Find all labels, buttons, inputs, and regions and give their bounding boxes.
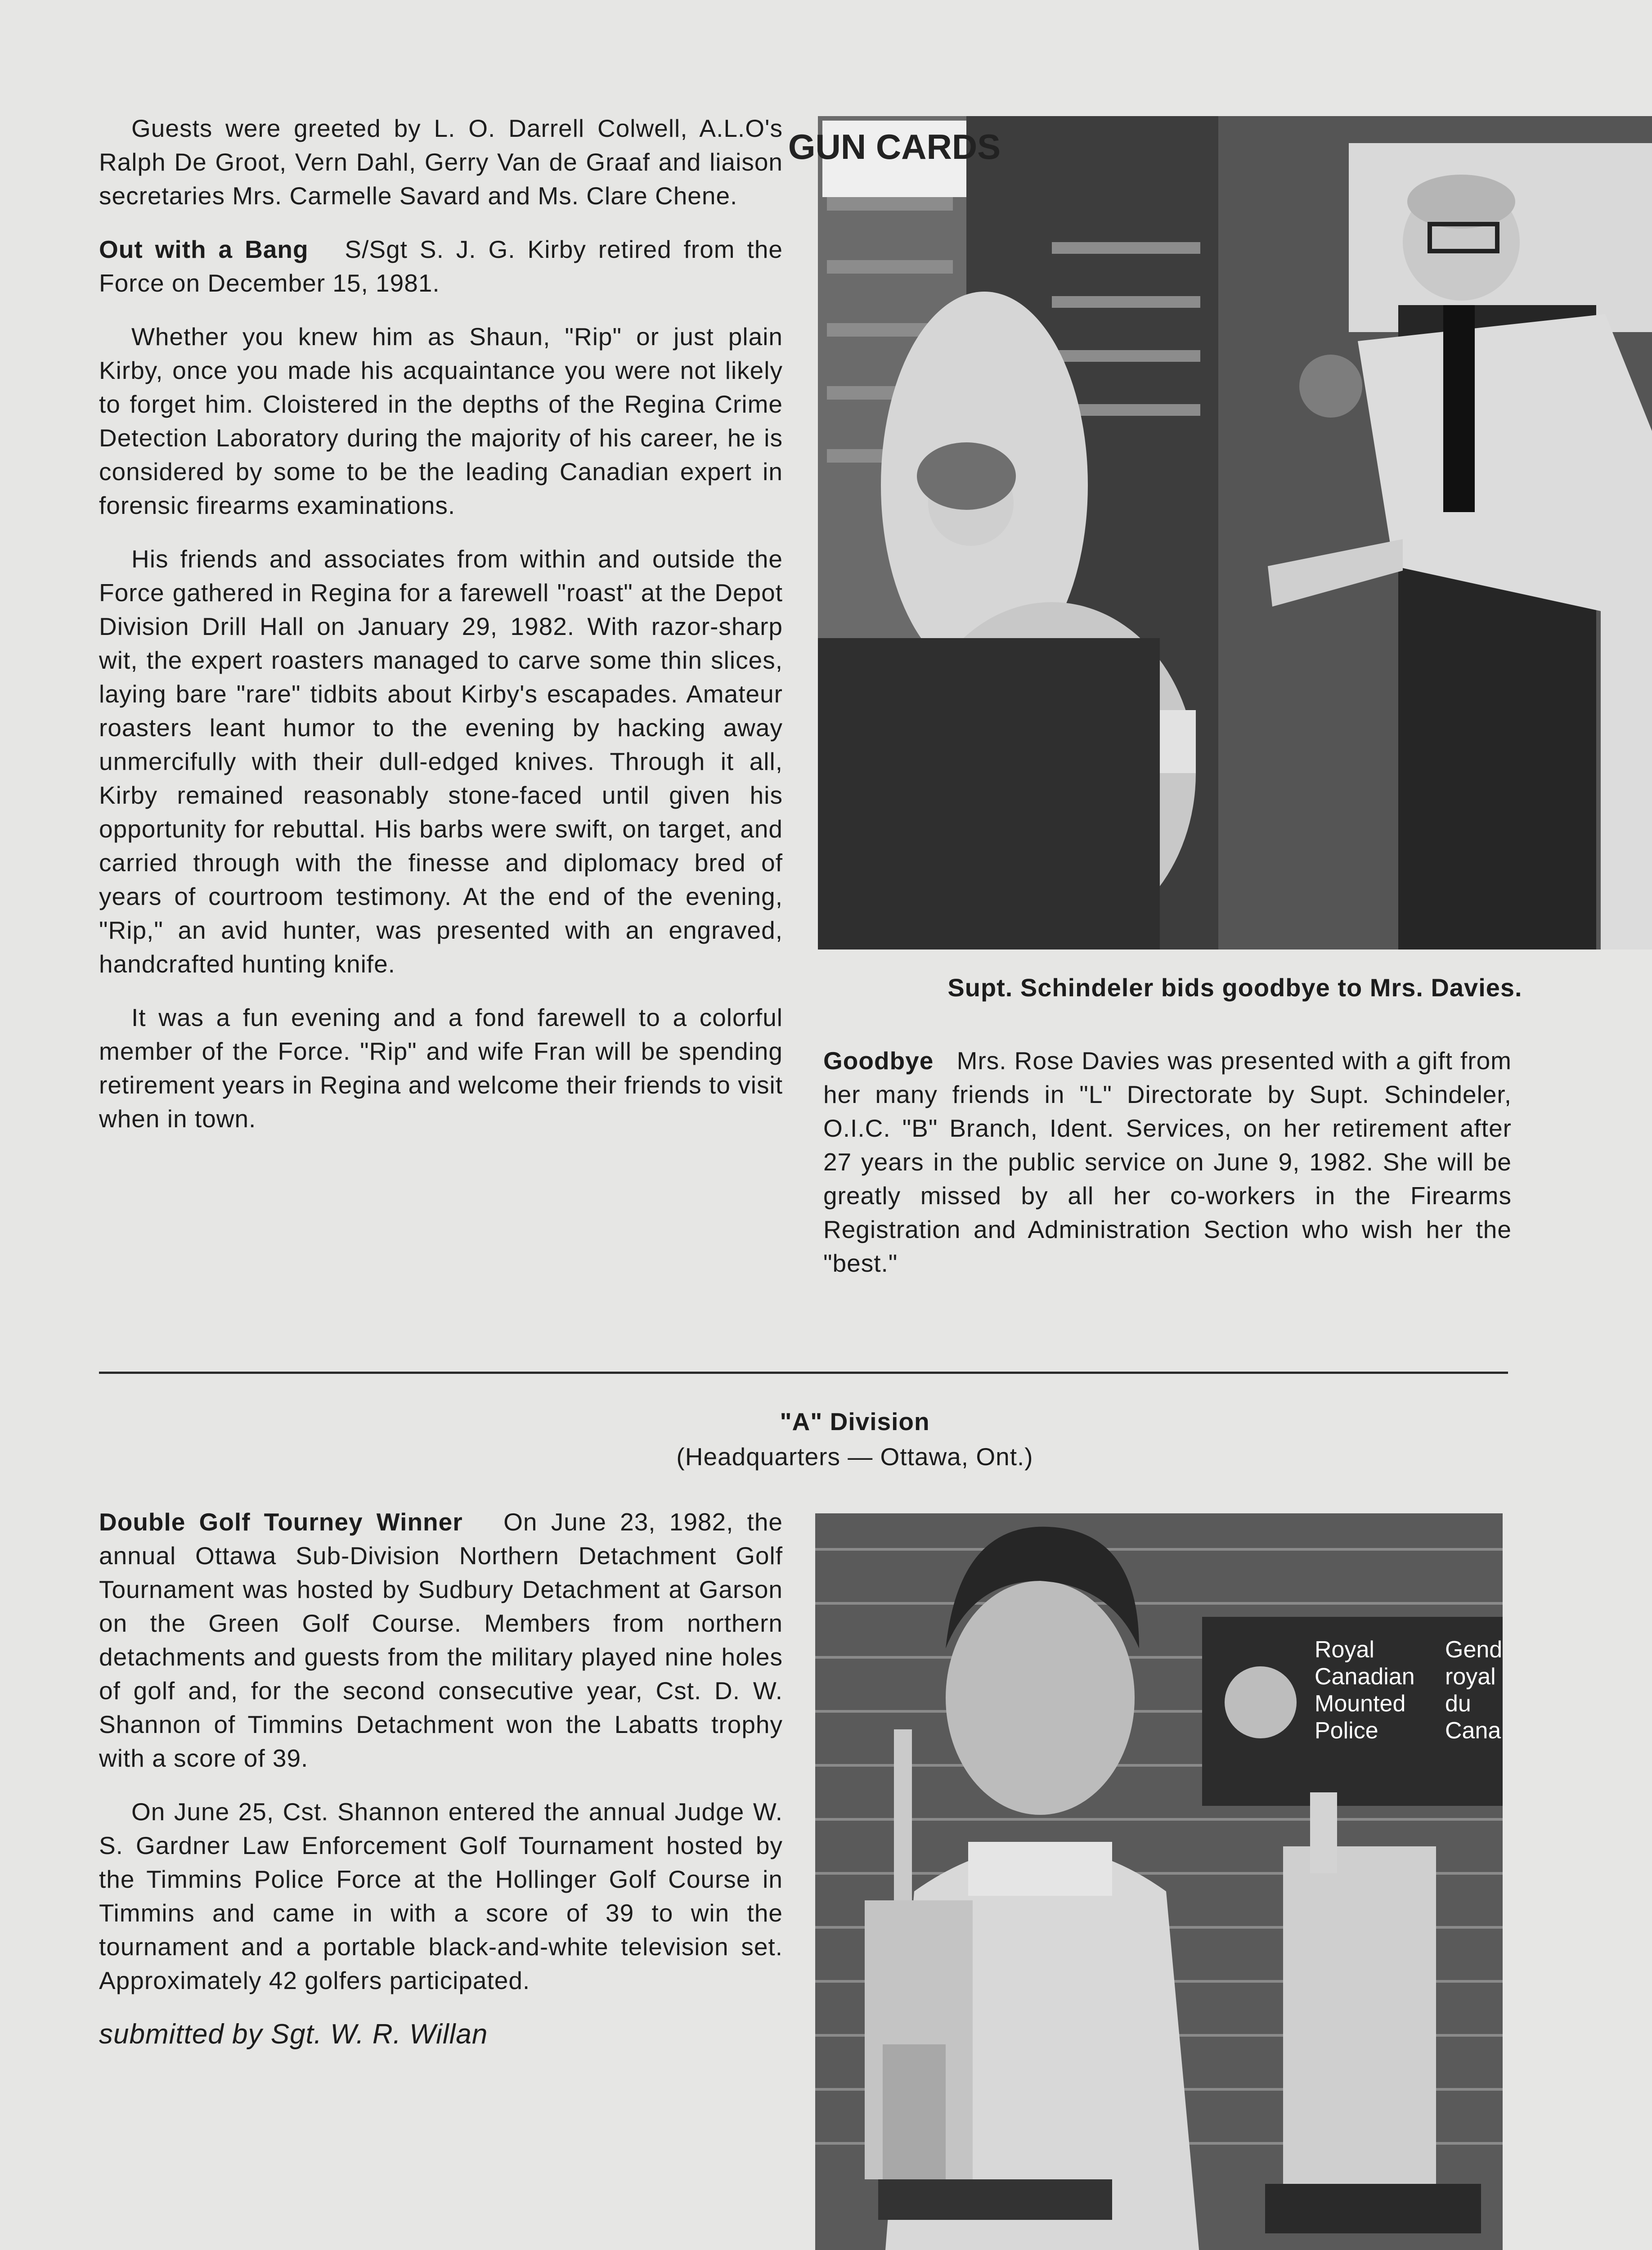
photo-trophies [815,1513,1503,2250]
left-bottom-column [99,1505,783,2071]
paragraph-guests: Guests were greeted by L. O. Darrell Colwell, A.L.O's Ralph De Groot, Vern Dahl, Gerry Van de Graaf and liaison secretaries Mrs. Carmelle Savard and Ms. Clare Chene. [99,114,783,210]
sign-en-line-1: Royal [1315,1637,1374,1663]
sign-en-line-2: Canadian [1315,1664,1415,1690]
sign-en-line-4: Police [1315,1718,1378,1744]
right-top-column [823,1044,1512,1300]
division-title: "A" Division [780,1408,930,1436]
left-top-column [99,112,783,1156]
paragraph-text: On June 23, 1982, the annual Ottawa Sub-Division Northern Detachment Golf Tournament was hosted by Sudbury Detachment at Garson on the Green Golf Course. Members from northern detachments and guests from the military played nine holes of golf and, for the second consecutive year, Cst. D. W. Shannon of Timmins Detachment won the Labatts trophy with a score of 39. [99,1508,783,1772]
sign-fr-line-2: royal [1445,1664,1496,1690]
division-subtitle: (Headquarters — Ottawa, Ont.) [676,1443,1033,1471]
sign-fr-line-1: Gend [1445,1637,1503,1663]
paragraph-golf-tourney [99,1505,783,1775]
paragraph-roast: His friends and associates from within and outside the Force gathered in Regina for a farewell "roast" at the Depot Division Drill Hall on January 29, 1982. With razor-sharp wit, the expert roasters managed to carve some thin slices, laying bare "rare" tidbits about Kirby's escapades. Amateur roasters leant humor to the evening by hacking away unmercifully with their dull-edged knives. Through it all, Kirby remained reasonably stone-faced until given his opportunity for rebuttal. His barbs were swift, on target, and carried through with the finesse and diplomacy bred of years of courtroom testimony. At the end of the evening, "Rip," an avid hunter, was presented with an engraved, handcrafted hunting knife. [99,545,783,978]
paragraph-text: Mrs. Rose Davies was presented with a gift from her many friends in "L" Directorate by Supt. Schindeler, O.I.C. "B" Branch, Ident. Services, on her retirement after 27 years in the public service on June 9, 1982. She will be greatly missed by all her co-workers in the Firearms Registration and Administration Section who wish her the "best." [823,1047,1512,1277]
section-divider [99,1372,1508,1374]
paragraph-kirby-intro: Whether you knew him as Shaun, "Rip" or just plain Kirby, once you made his acquaintance you were not likely to forget him. Cloistered in the depths of the Regina Crime Detection Laboratory during the majority of his career, he is considered by some to be the leading Canadian expert in forensic firearms examinations. [99,323,783,519]
submitted-by: submitted by Sgt. W. R. Willan [99,2019,488,2050]
photo-goodbye-handshake [788,116,1652,950]
sign-fr-line-4: Cana [1445,1718,1501,1744]
division-heading [495,1404,1215,1474]
paragraph-goodbye [823,1044,1512,1280]
section-lead-golf: Double Golf Tourney Winner [99,1508,463,1536]
section-lead-out-with-a-bang: Out with a Bang [99,235,309,263]
paragraph-out-with-a-bang [99,233,783,300]
paragraph-text: S/Sgt S. J. G. Kirby retired from the Force on December 15, 1981. [99,235,783,297]
sign-en-line-3: Mounted [1315,1691,1406,1717]
paragraph-gardner-tournament: On June 25, Cst. Shannon entered the annual Judge W. S. Gardner Law Enforcement Golf Tournament hosted by the Timmins Police Force at the Hollinger Golf Course in Timmins and came in with a score of 39 to win the tournament and a portable black-and-white television set. Approximately 42 golfers participated. [99,1798,783,1994]
section-lead-goodbye: Goodbye [823,1047,934,1075]
photo-caption-goodbye: Supt. Schindeler bids goodbye to Mrs. Davies. [947,973,1522,1002]
sign-fr-line-3: du [1445,1691,1471,1717]
paragraph-farewell: It was a fun evening and a fond farewell to a colorful member of the Force. "Rip" and wife Fran will be spending retirement years in Regina and welcome their friends to visit when in town. [99,1004,783,1133]
gun-cards-sign: GUN CARDS [788,127,1001,166]
